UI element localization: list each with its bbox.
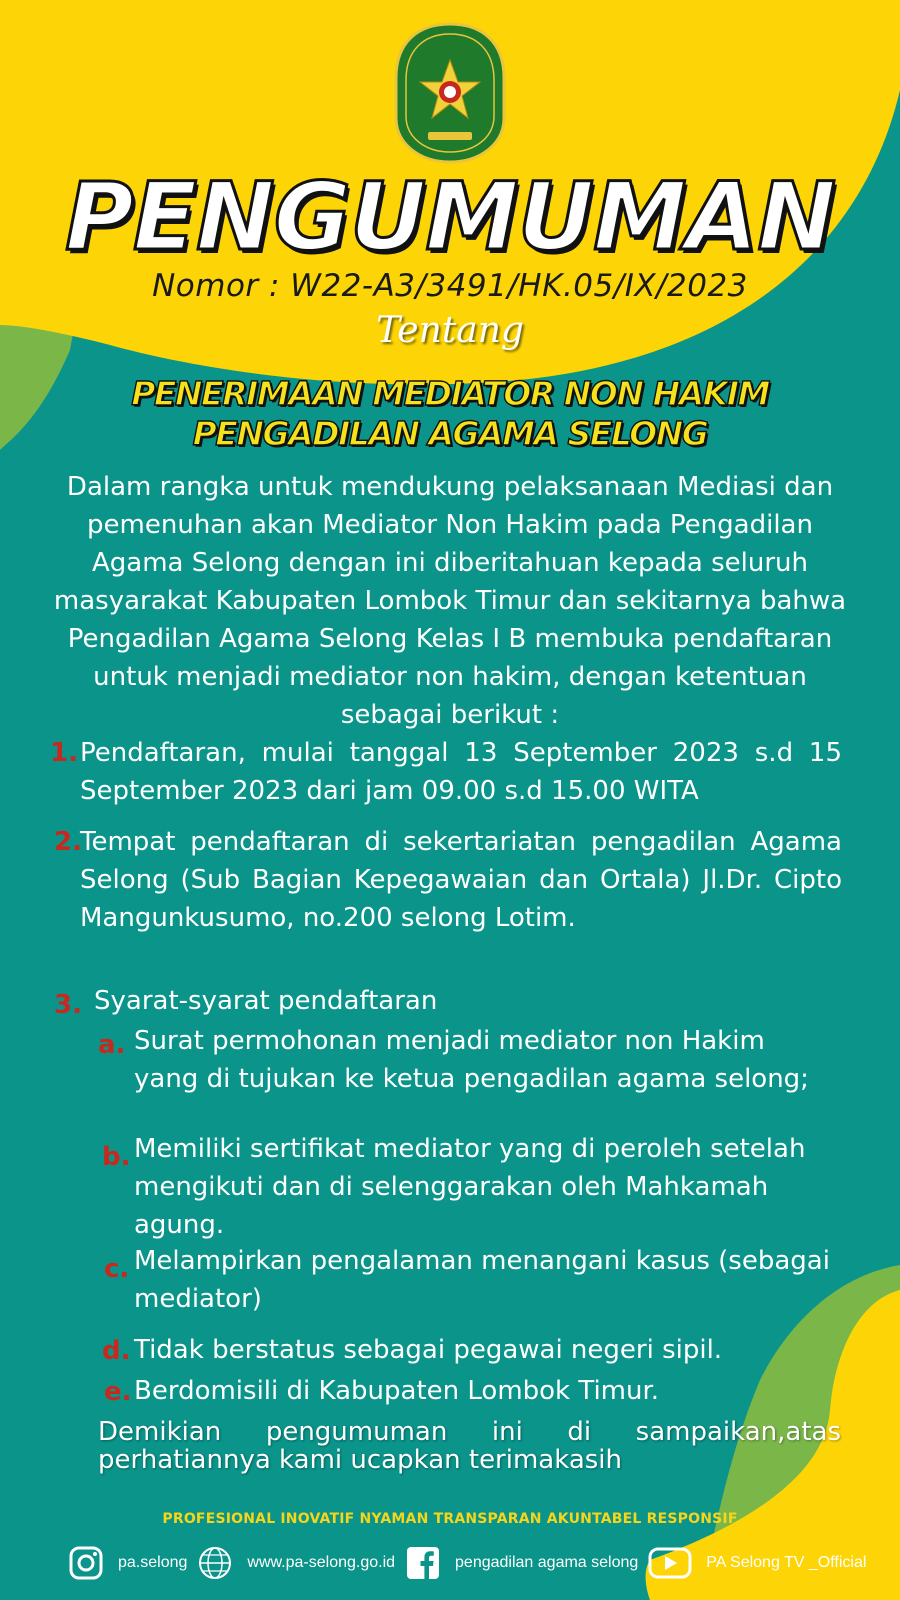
subtitle-line-1: PENERIMAAN MEDIATOR NON HAKIM	[131, 374, 769, 413]
subitem-text-a: Surat permohonan menjadi mediator non Hakim yang di tujukan ke ketua pengadilan agama selong;	[134, 1026, 809, 1094]
footer-social-bar	[68, 1543, 876, 1583]
subtitle	[0, 374, 900, 454]
subitem-marker-a: a.	[98, 1030, 126, 1060]
subitem-marker-c: c.	[104, 1254, 130, 1284]
youtube-icon[interactable]	[648, 1545, 692, 1581]
instagram-icon[interactable]	[68, 1545, 104, 1581]
youtube-channel[interactable]: PA Selong TV _Official	[706, 1554, 867, 1571]
globe-icon[interactable]	[197, 1545, 233, 1581]
subitem-marker-b: b.	[102, 1142, 131, 1172]
page-title: PENGUMUMAN	[64, 163, 836, 272]
tagline: PROFESIONAL INOVATIF NYAMAN TRANSPARAN AKUNTABEL RESPONSIF	[162, 1511, 738, 1527]
closing-paragraph: Demikian pengumuman ini di sampaikan,atas perhatiannya kami ucapkan terimakasih	[98, 1417, 841, 1475]
instagram-handle[interactable]: pa.selong	[118, 1554, 188, 1571]
subitem-text-d: Tidak berstatus sebagai pegawai negeri sipil.	[134, 1335, 723, 1365]
subitem-marker-d: d.	[102, 1336, 131, 1366]
subitem-marker-e: e.	[104, 1377, 132, 1407]
subitem-text-c: Melampirkan pengalaman menangani kasus (sebagai mediator)	[134, 1246, 830, 1314]
document-number: Nomor : W22-A3/3491/HK.05/IX/2023	[152, 268, 748, 304]
subitem-text-b: Memiliki sertifikat mediator yang di peroleh setelah mengikuti dan di selenggarakan oleh Mahkamah agung.	[134, 1134, 806, 1240]
item-marker-2: 2.	[54, 827, 82, 857]
item-marker-1: 1.	[50, 738, 78, 768]
subtitle-line-2: PENGADILAN AGAMA SELONG	[192, 414, 708, 453]
item-text-3: Syarat-syarat pendaftaran	[94, 986, 438, 1016]
facebook-icon[interactable]	[405, 1545, 441, 1581]
item-marker-3: 3.	[54, 990, 82, 1020]
item-text-2: Tempat pendaftaran di sekertariatan pengadilan Agama Selong (Sub Bagian Kepegawaian dan Ortala) Jl.Dr. Cipto Mangunkusumo, no.200 selong Lotim.	[80, 827, 842, 933]
website-link[interactable]: www.pa-selong.go.id	[247, 1554, 396, 1571]
tentang-label: Tentang	[376, 310, 524, 351]
intro-paragraph: Dalam rangka untuk mendukung pelaksanaan Mediasi dan pemenuhan akan Mediator Non Hakim pada Pengadilan Agama Selong dengan ini diberitahuan kepada seluruh masyarakat Kabupaten Lombok Timur dan sekitarnya bahwa Pengadilan Agama Selong Kelas I B membuka pendaftaran untuk menjadi mediator non hakim, dengan ketentuan sebagai berikut :	[53, 472, 847, 730]
item-text-1: Pendaftaran, mulai tanggal 13 September 2023 s.d 15 September 2023 dari jam 09.00 s.d 15.00 WITA	[80, 738, 842, 806]
subitem-text-e: Berdomisili di Kabupaten Lombok Timur.	[134, 1376, 660, 1406]
facebook-page[interactable]: pengadilan agama selong	[455, 1554, 639, 1571]
emblem-logo	[392, 22, 508, 164]
